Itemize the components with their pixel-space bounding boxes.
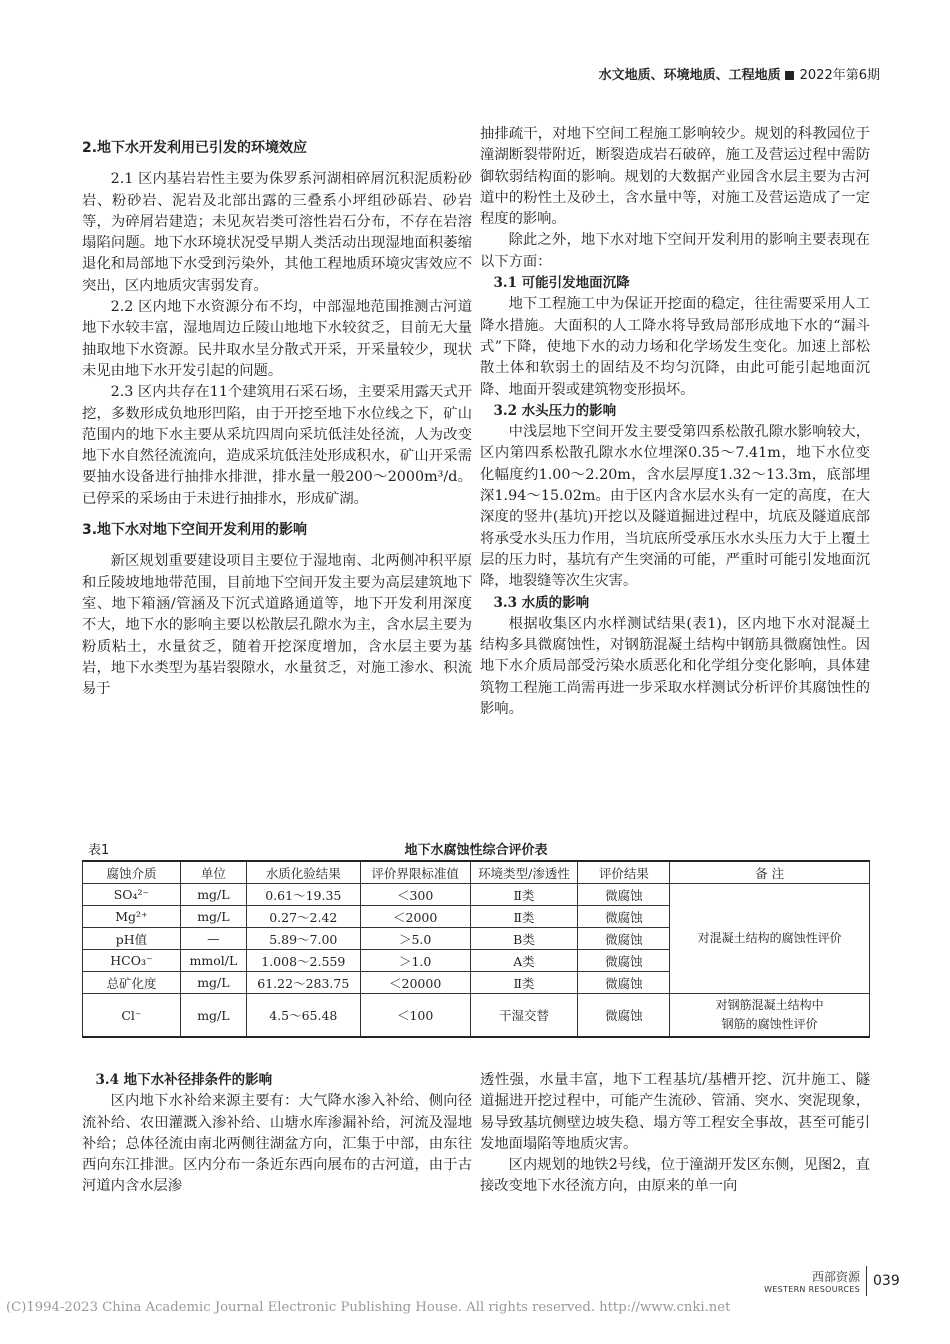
cell-result: 5.89～7.00: [246, 928, 360, 950]
column-header: 腐蚀介质: [83, 861, 181, 884]
cell-eval: 微腐蚀: [578, 928, 670, 950]
cell-unit: mg/L: [180, 994, 246, 1038]
cell-limit: ＜2000: [360, 906, 470, 928]
cell-limit: ＜300: [360, 884, 470, 906]
subsection-3-4-heading: 3.4 地下水补径排条件的影响: [95, 1072, 273, 1088]
paragraph-2-2: 2.2 区内地下水资源分布不均，中部湿地范围推测古河道地下水较丰富，湿地周边丘陵山地地下水较贫乏，目前无大量抽取地下水资源。民井取水呈分散式开采，开采量较少，现状未见由地下水开发引起的问题。: [82, 299, 472, 379]
journal-logo: [760, 1268, 860, 1294]
paragraph-metro: 区内规划的地铁2号线，位于潼湖开发区东侧，见图2，直接改变地下水径流方向，由原来的单一向: [480, 1157, 870, 1195]
cell-result: 0.27～2.42: [246, 906, 360, 928]
subsection-3-3-heading: 3.3 水质的影响: [493, 594, 590, 611]
cell-medium: Cl⁻: [83, 994, 181, 1038]
paragraph-3-3: 根据收集区内水样测试结果(表1)，区内地下水对混凝土结构多具微腐蚀性，对钢筋混凝土结构中钢筋具微腐蚀性。因地下水介质局部受污染水质恶化和化学组分变化影响，具体建筑物工程施工尚需再进一步采取水样测试分析评价其腐蚀性的影响。: [480, 615, 870, 718]
bottom-right-column: [480, 1070, 870, 1198]
paragraph-continued: 抽排疏干，对地下空间工程施工影响较少。规划的科教园位于潼湖断裂带附近，断裂造成岩石破碎，施工及营运过程中需防御软弱结构面的影响。规划的大数据产业园含水层主要为古河道中的粉性土及砂土，含水量中等，对施工及营运造成了一定程度的影响。: [480, 126, 870, 228]
cell-result: 1.008～2.559: [246, 950, 360, 972]
cell-env: 干湿交替: [470, 994, 578, 1038]
cell-unit: mmol/L: [180, 950, 246, 972]
column-header: 备 注: [670, 861, 870, 884]
footer-divider: [866, 1266, 867, 1296]
note-rebar-line-1: 对钢筋混凝土结构中: [715, 998, 824, 1012]
cell-limit: ＞5.0: [360, 928, 470, 950]
paragraph-2-1: 2.1 区内基岩岩性主要为侏罗系河湖相碎屑沉积泥质粉砂岩、粉砂岩、泥岩及北部出露的三叠系小坪组砂砾岩、砂岩等，为碎屑岩建造；未见灰岩类可溶性岩石分布，不存在岩溶塌陷问题。地下水环境状况受早期人类活动出现湿地面积萎缩退化和局部地下水受到污染外，其他工程地质环境灾害效应不突出，区内地质灾害弱发育。: [82, 171, 472, 294]
table-row: [83, 884, 870, 906]
square-bullet-icon: [785, 71, 794, 80]
cell-medium: HCO₃⁻: [83, 950, 181, 972]
paragraph-3-intro: 新区规划重要建设项目主要位于湿地南、北两侧冲积平原和丘陵坡地地带范围，目前地下空间开发主要为高层建筑地下室、地下箱涵/管涵及下沉式道路通道等，地下开发利用深度不大，地下水的影响主要以松散层孔隙水为主，含水层主要为粉质粘土，水量贫乏，随着开挖深度增加，含水层主要为基岩，地下水类型为基岩裂隙水，水量贫乏，对施工渗水、积流易于: [82, 553, 472, 698]
cell-limit: ＞1.0: [360, 950, 470, 972]
note-rebar-line-2: 钢筋的腐蚀性评价: [721, 1017, 818, 1031]
cell-limit: ＜100: [360, 994, 470, 1038]
cell-eval: 微腐蚀: [578, 972, 670, 994]
running-header: [520, 64, 880, 83]
journal-section-title: 水文地质、环境地质、工程地质: [598, 68, 781, 83]
cell-env: Ⅱ类: [470, 884, 578, 906]
paragraph-besides: 除此之外，地下水对地下空间开发利用的影响主要表现在以下方面：: [480, 232, 870, 270]
cell-eval: 微腐蚀: [578, 884, 670, 906]
subsection-3-1-heading: 3.1 可能引发地面沉降: [493, 275, 630, 292]
section-2-heading: 2.地下水开发利用已引发的环境效应: [82, 140, 308, 156]
section-3-heading: 3.地下水对地下空间开发利用的影响: [82, 522, 308, 539]
cell-env: A类: [470, 950, 578, 972]
cell-result: 61.22～283.75: [246, 972, 360, 994]
paragraph-3-1: 地下工程施工中为保证开挖面的稳定，往往需要采用人工降水措施。大面积的人工降水将导致局部形成地下水的“漏斗式”下降，使地下水的动力场和化学场发生变化。加速上部松散土体和软弱土的固结及不均匀沉降，由此可能引起地面沉降、地面开裂或建筑物变形损坏。: [480, 296, 870, 398]
column-header: 评价结果: [578, 861, 670, 884]
table-row: [83, 994, 870, 1038]
page-number: 039: [873, 1273, 900, 1289]
cell-eval: 微腐蚀: [578, 950, 670, 972]
cell-medium: pH值: [83, 928, 181, 950]
cell-medium: SO₄²⁻: [83, 884, 181, 906]
cell-eval: 微腐蚀: [578, 994, 670, 1038]
bottom-left-column: [82, 1070, 472, 1198]
paragraph-2-3: 2.3 区内共存在11个建筑用石采石场，主要采用露天式开挖，多数形成负地形凹陷，由于开挖至地下水位线之下，矿山范围内的地下水主要从采坑四周向采坑低洼处径流，人为改变地下水自然径流流向，造成采坑低洼处形成积水，矿山开采需要抽水设备进行抽排水排泄，排水量一般200～2000m³/d。已停采的采场由于未进行抽排水，形成矿湖。: [82, 384, 472, 507]
cell-note-concrete: 对混凝土结构的腐蚀性评价: [670, 884, 870, 994]
cell-env: B类: [470, 928, 578, 950]
cell-unit: mg/L: [180, 972, 246, 994]
paragraph-3-4: 区内地下水补给来源主要有：大气降水渗入补给、侧向径流补给、农田灌溉入渗补给、山塘水库渗漏补给，河流及湿地补给；总体径流由南北两侧往湖盆方向，汇集于中部，由东往西向东江排泄。区内分布一条近东西向展布的古河道，由于古河道内含水层渗: [82, 1093, 472, 1195]
table-header-row: [83, 861, 870, 884]
cell-limit: ＜20000: [360, 972, 470, 994]
cell-unit: —: [180, 928, 246, 950]
paragraph-3-4-continued: 透性强，水量丰富，地下工程基坑/基槽开挖、沉井施工、隧道掘进开挖过程中，可能产生流砂、管涌、突水、突泥现象，易导致基坑侧壁边坡失稳、塌方等工程安全事故，甚至可能引发地面塌陷等地质灾害。: [480, 1072, 870, 1152]
subsection-3-2-heading: 3.2 水头压力的影响: [493, 402, 617, 419]
right-column: [480, 124, 870, 720]
issue-label: 2022年第6期: [799, 68, 880, 83]
cell-unit: mg/L: [180, 884, 246, 906]
cell-note-rebar: [670, 994, 870, 1038]
brand-name-cn: 西部资源: [811, 1270, 860, 1284]
column-header: 水质化验结果: [246, 861, 360, 884]
left-column: [82, 138, 472, 700]
cell-env: Ⅱ类: [470, 972, 578, 994]
column-header: 环境类型/渗透性: [470, 861, 578, 884]
paragraph-3-2: 中浅层地下空间开发主要受第四系松散孔隙水影响较大，区内第四系松散孔隙水水位埋深0.35～7.41m，地下水位变化幅度约1.00～2.20m，含水层厚度1.32～13.3m，底部埋深1.94～15.02m。由于区内含水层水头有一定的高度，在大深度的竖井(基坑)开挖以及隧道掘进过程中，坑底及隧道底部将承受水头压力作用，当坑底所受承压水水头压力大于上覆土层的压力时，基坑有产生突涌的可能，严重时可能引发地面沉降，地裂缝等次生灾害。: [480, 424, 870, 590]
corrosion-evaluation-table: [82, 860, 870, 1038]
cell-unit: mg/L: [180, 906, 246, 928]
copyright-watermark: (C)1994-2023 China Academic Journal Electronic Publishing House. All rights reserved. http://www.cnki.net: [6, 1300, 731, 1315]
table-label: 表1: [88, 843, 110, 858]
cell-env: Ⅱ类: [470, 906, 578, 928]
cell-eval: 微腐蚀: [578, 906, 670, 928]
column-header: 单位: [180, 861, 246, 884]
cell-medium: 总矿化度: [83, 972, 181, 994]
table-title: 地下水腐蚀性综合评价表: [404, 843, 548, 858]
brand-name-en: WESTERN RESOURCES: [764, 1285, 860, 1294]
column-header: 评价界限标准值: [360, 861, 470, 884]
cell-medium: Mg²⁺: [83, 906, 181, 928]
cell-result: 0.61～19.35: [246, 884, 360, 906]
cell-result: 4.5～65.48: [246, 994, 360, 1038]
